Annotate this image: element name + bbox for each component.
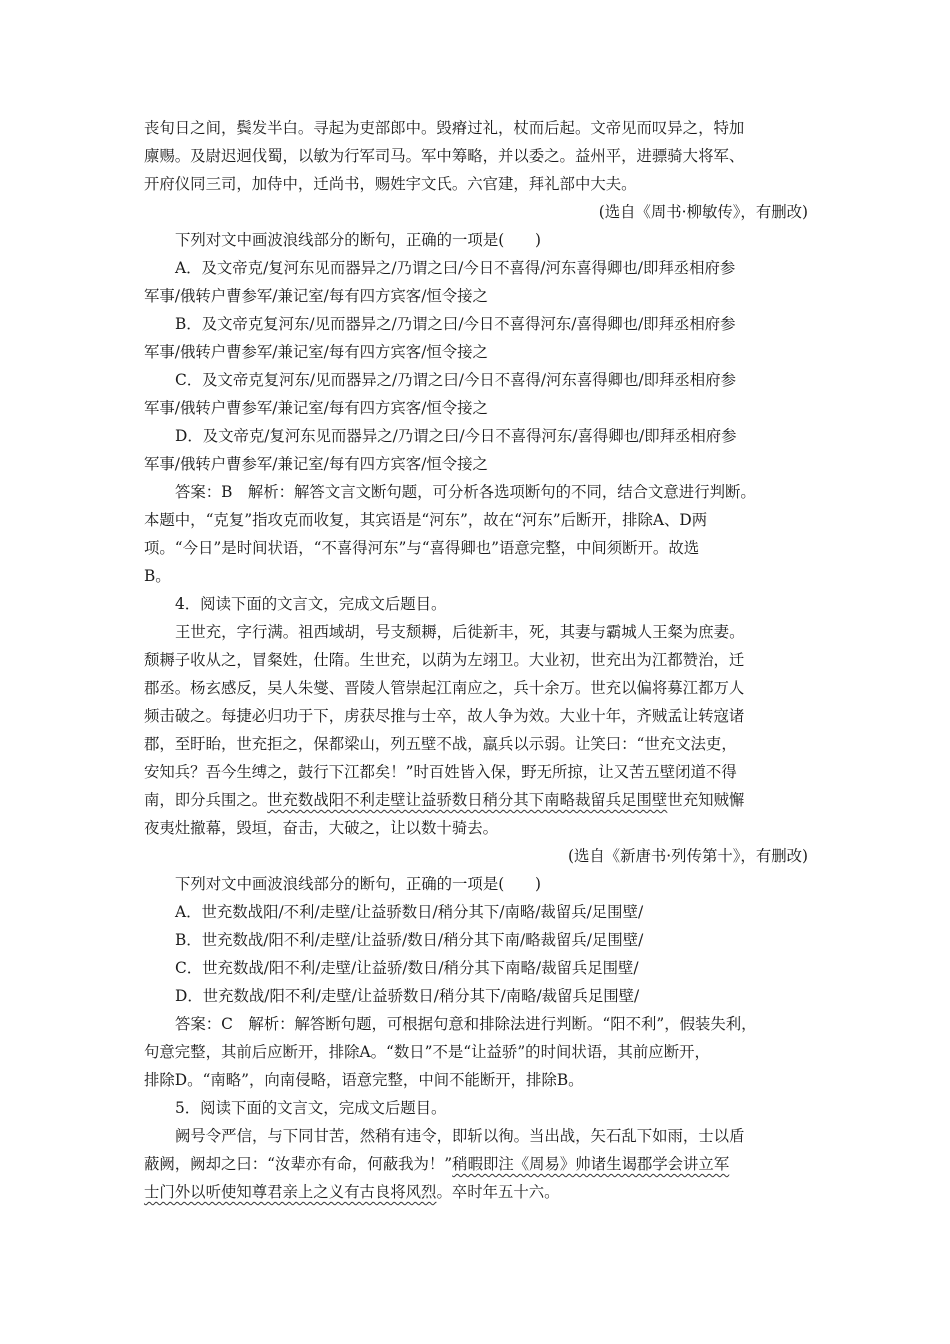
- passage-line: [144, 1150, 814, 1178]
- passage-line: 频击破之。每捷必归功于下，虏获尽推与士卒，故人争为效。大业十年，齐贼孟让转寇诸: [144, 707, 745, 725]
- option-b-line2: 军事/俄转户曹参军/兼记室/每有四方宾客/恒令接之: [144, 343, 488, 361]
- answer-line: 本题中，“克复”指攻克而收复，其宾语是“河东”，故在“河东”后断开，排除A、D两: [144, 511, 708, 529]
- passage-text: 蔽阙，阙却之曰：“汝辈亦有命，何蔽我为！”: [144, 1155, 453, 1173]
- wavy-underlined-text: 稍暇即注《周易》帅诸生谒郡学会讲立军: [452, 1155, 730, 1173]
- question-prompt: 下列对文中画波浪线部分的断句，正确的一项是( ): [175, 231, 541, 249]
- question-4-heading: 4．阅读下面的文言文，完成文后题目。: [175, 595, 447, 613]
- option-d: D．世充数战/阳不利/走壁/让益骄数日/稍分其下/南略/裁留兵足围壁/: [175, 987, 640, 1005]
- option-c: C．世充数战/阳不利/走壁/让益骄/数日/稍分其下南略/裁留兵足围壁/: [175, 959, 639, 977]
- passage-line: 郡，至盱眙，世充拒之，保都梁山，列五壁不战，羸兵以示弱。让笑曰：“世充文法吏，: [144, 735, 737, 753]
- passage-line: 颓耨子收从之，冒粲姓，仕隋。生世充，以荫为左翊卫。大业初，世充出为江都赞治，迁: [144, 651, 745, 669]
- wavy-underlined-text: 士门外以听使知尊君亲上之义有古良将风烈: [144, 1183, 437, 1201]
- passage-line: 廪赐。及尉迟迥伐蜀，以敏为行军司马。军中筹略，并以委之。益州平，进骠骑大将军、: [144, 147, 745, 165]
- answer-line: 项。“今日”是时间状语，“不喜得河东”与“喜得卿也”语意完整，中间须断开。故选: [144, 539, 700, 557]
- passage-line: 安知兵？吾今生缚之，鼓行下江都矣！”时百姓皆入保，野无所掠，让又苦五壁闭道不得: [144, 763, 737, 781]
- answer-line: 句意完整，其前后应断开，排除A。“数日”不是“让益骄”的时间状语，其前应断开，: [144, 1043, 710, 1061]
- answer-line: 答案：C 解析：解答断句题，可根据句意和排除法进行判断。“阳不利”，假装失利，: [175, 1015, 757, 1033]
- passage-line: [144, 786, 814, 814]
- answer-line: 答案：B 解析：解答文言文断句题，可分析各选项断句的不同，结合文意进行判断。: [175, 483, 756, 501]
- passage-line: 阙号令严信，与下同甘苦，然稍有违令，即斩以徇。当出战，矢石乱下如雨，士以盾: [175, 1127, 745, 1145]
- option-d-line2: 军事/俄转户曹参军/兼记室/每有四方宾客/恒令接之: [144, 455, 488, 473]
- option-a-line1: A．及文帝克/复河东见而器异之/乃谓之曰/今日不喜得/河东喜得卿也/即拜丞相府参: [175, 259, 736, 277]
- option-b: B．世充数战/阳不利/走壁/让益骄/数日/稍分其下南/略裁留兵/足围壁/: [175, 931, 644, 949]
- passage-source: (选自《新唐书·列传第十》，有删改): [567, 847, 808, 865]
- passage-line: 夜夷灶撤幕，毁垣，奋击，大破之，让以数十骑去。: [144, 819, 498, 837]
- option-c-line1: C．及文帝克复河东/见而器异之/乃谓之曰/今日不喜得/河东喜得卿也/即拜丞相府参: [175, 371, 736, 389]
- passage-line: 郡丞。杨玄感反，吴人朱燮、晋陵人管崇起江南应之，兵十余万。世充以偏将募江都万人: [144, 679, 745, 697]
- option-d-line1: D．及文帝克/复河东见而器异之/乃谓之曰/今日不喜得河东/喜得卿也/即拜丞相府参: [175, 427, 737, 445]
- passage-text: 南，即分兵围之。: [144, 791, 268, 809]
- option-a-line2: 军事/俄转户曹参军/兼记室/每有四方宾客/恒令接之: [144, 287, 488, 305]
- question-prompt: 下列对文中画波浪线部分的断句，正确的一项是( ): [175, 875, 541, 893]
- option-c-line2: 军事/俄转户曹参军/兼记室/每有四方宾客/恒令接之: [144, 399, 488, 417]
- option-b-line1: B．及文帝克复河东/见而器异之/乃谓之曰/今日不喜得河东/喜得卿也/即拜丞相府参: [175, 315, 736, 333]
- document-page: [144, 114, 814, 1206]
- passage-line: 王世充，字行满。祖西域胡，号支颓耨，后徙新丰，死，其妻与霸城人王粲为庶妻。: [175, 623, 745, 641]
- option-a: A．世充数战阳/不利/走壁/让益骄数日/稍分其下/南略/裁留兵/足围壁/: [175, 903, 644, 921]
- wavy-underlined-text: 世充数战阳不利走壁让益骄数日稍分其下南略裁留兵足围壁: [267, 791, 668, 809]
- passage-line: 丧旬日之间，鬓发半白。寻起为吏部郎中。毁瘠过礼，杖而后起。文帝见而叹异之，特加: [144, 119, 745, 137]
- question-5-heading: 5．阅读下面的文言文，完成文后题目。: [175, 1099, 447, 1117]
- answer-line: 排除D。“南略”，向南侵略，语意完整，中间不能断开，排除B。: [144, 1071, 584, 1089]
- passage-line: 开府仪同三司，加侍中，迁尚书，赐姓宇文氏。六官建，拜礼部中大夫。: [144, 175, 637, 193]
- passage-source: (选自《周书·柳敏传》，有删改): [598, 203, 808, 221]
- answer-line: B。: [144, 567, 171, 585]
- passage-line: [144, 1178, 814, 1206]
- passage-text: 世充知贼懈: [667, 791, 745, 809]
- passage-text: 。卒时年五十六。: [436, 1183, 560, 1201]
